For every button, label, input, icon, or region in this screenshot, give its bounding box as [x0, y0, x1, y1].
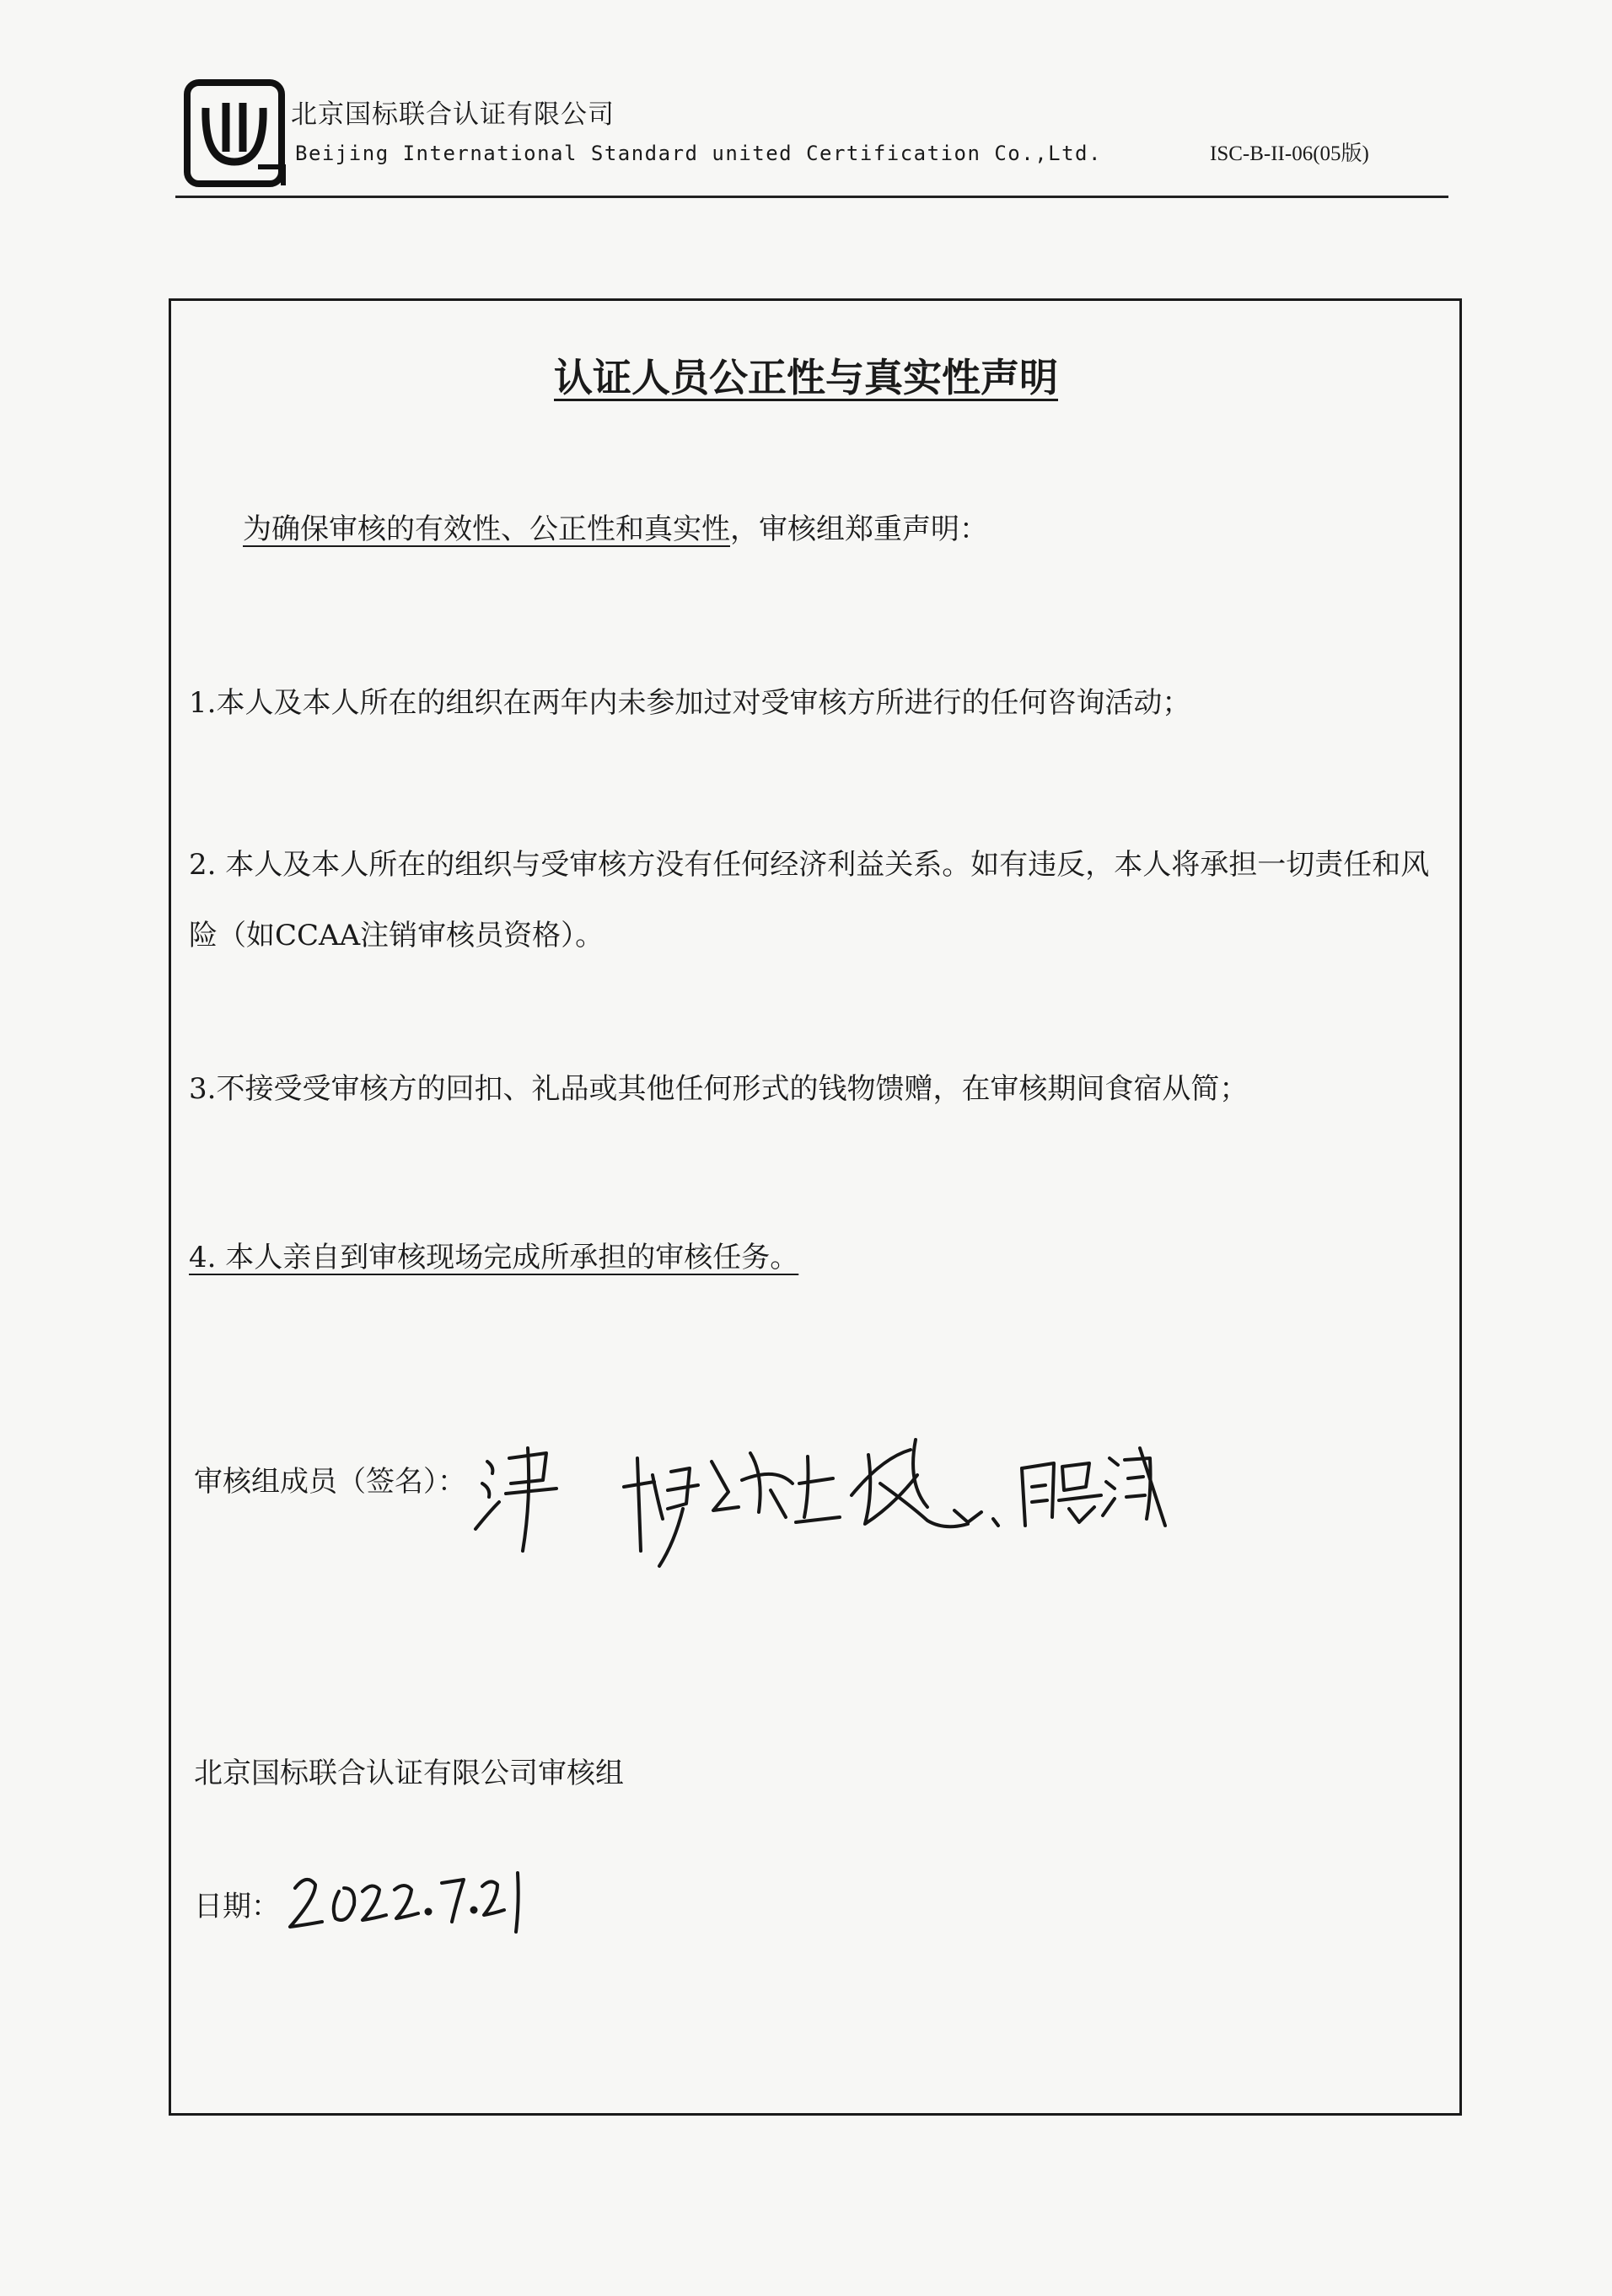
- declaration-item-2: 2. 本人及本人所在的组织与受审核方没有任何经济利益关系。如有违反，本人将承担一切责任和风险（如CCAA注销审核员资格）。: [189, 848, 1430, 952]
- signature-4: [1022, 1448, 1165, 1526]
- intro-underlined: 为确保审核的有效性、公正性和真实性: [243, 512, 730, 546]
- header-rule: [175, 196, 1448, 198]
- document-title-text: 认证人员公正性与真实性声明: [554, 355, 1058, 400]
- signature-1: [476, 1448, 556, 1551]
- handwritten-signatures: [472, 1424, 1172, 1576]
- audit-team-org: 北京国标联合认证有限公司审核组: [194, 1757, 624, 1790]
- intro-rest: ，审核组郑重声明：: [730, 512, 988, 546]
- declaration-frame: [169, 298, 1462, 2116]
- declaration-item-4: 4. 本人亲自到审核现场完成所承担的审核任务。: [189, 1241, 799, 1274]
- isc-logo-icon: [184, 79, 287, 187]
- company-name-en: Beijing International Standard united Certification Co.,Ltd.: [295, 142, 1102, 165]
- declaration-item-1: 1.本人及本人所在的组织在两年内未参加过对受审核方所进行的任何咨询活动；: [189, 686, 1191, 720]
- company-name-cn: 北京国标联合认证有限公司: [291, 99, 615, 130]
- date-label: 日期：: [194, 1890, 280, 1923]
- signature-2: [624, 1453, 840, 1566]
- members-signature-label: 审核组成员（签名）：: [194, 1465, 466, 1499]
- signature-3: [852, 1440, 998, 1526]
- form-code: ISC-B-II-06(05版): [1210, 142, 1369, 165]
- handwritten-date: [278, 1844, 531, 1937]
- declaration-item-3: 3.不接受受审核方的回扣、礼品或其他任何形式的钱物馈赠，在审核期间食宿从简；: [189, 1072, 1249, 1106]
- document-title: [0, 347, 1612, 403]
- intro-statement: [243, 494, 988, 565]
